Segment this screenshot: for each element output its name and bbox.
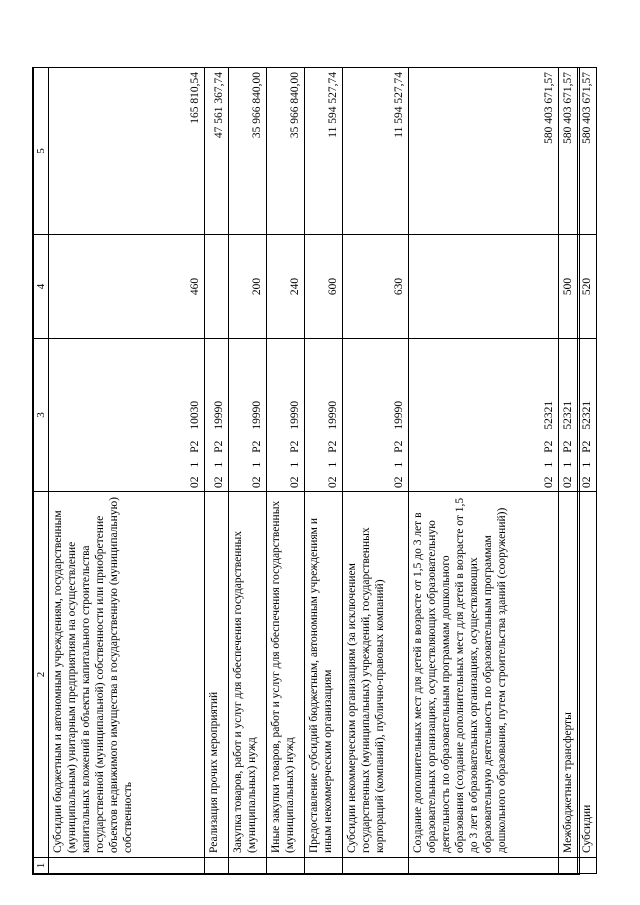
- code-part: 02: [250, 476, 263, 488]
- header-col-5: 5: [34, 68, 49, 235]
- budget-table: [33, 67, 597, 874]
- row-name-cell: Закупка товаров, работ и услуг для обеспечения государственных (муниципальных) нужд: [229, 492, 267, 858]
- row-name-cell: Межбюджетные трансферты: [559, 492, 578, 858]
- table-row: [267, 68, 305, 874]
- code-part: 52321: [562, 400, 574, 430]
- code-part: P2: [542, 440, 555, 453]
- row-name-cell: Предоставление субсидий бюджетным, автономным учреждениям и иным некоммерческим организациям: [305, 492, 343, 858]
- row-code-cell: [305, 339, 343, 492]
- table-row: [205, 68, 229, 874]
- row-code-cell: [578, 339, 597, 492]
- code-part: 02: [542, 476, 555, 488]
- header-row: [34, 68, 49, 874]
- row-name-cell: Иные закупки товаров, работ и услуг для обеспечения государственных (муниципальных) нужд: [267, 492, 305, 858]
- table-row: [229, 68, 267, 874]
- code-part: 19990: [250, 400, 263, 430]
- table-row: [343, 68, 409, 874]
- table-row: [559, 68, 578, 874]
- row-expense-type-cell: 240: [267, 235, 305, 339]
- row-number-cell: [49, 858, 205, 874]
- row-code-cell: [49, 339, 205, 492]
- row-amount-cell: 580 403 671,57: [578, 68, 597, 235]
- code-part: 02: [188, 476, 201, 488]
- table-row: [578, 68, 597, 874]
- code-part: 1: [581, 461, 594, 468]
- code-part: 19990: [392, 400, 405, 430]
- code-part: P2: [250, 440, 263, 453]
- row-number-cell: [267, 858, 305, 874]
- code-part: 1: [542, 461, 555, 468]
- row-expense-type-cell: [205, 235, 229, 339]
- table-row: [409, 68, 559, 874]
- row-code-cell: [409, 339, 559, 492]
- row-code-cell: [205, 339, 229, 492]
- row-number-cell: [229, 858, 267, 874]
- row-expense-type-cell: 600: [305, 235, 343, 339]
- code-part: 19990: [326, 400, 339, 430]
- code-part: 52321: [581, 400, 594, 430]
- row-amount-cell: 580 403 671,57: [409, 68, 559, 235]
- row-expense-type-cell: 630: [343, 235, 409, 339]
- row-amount-cell: 11 594 527,74: [305, 68, 343, 235]
- code-part: 1: [326, 461, 339, 468]
- code-part: 02: [581, 476, 594, 488]
- code-part: P2: [392, 440, 405, 453]
- code-part: 19990: [288, 400, 301, 430]
- row-number-cell: [205, 858, 229, 874]
- row-amount-cell: 47 561 367,74: [205, 68, 229, 235]
- row-expense-type-cell: 460: [49, 235, 205, 339]
- code-part: P2: [288, 440, 301, 453]
- row-amount-cell: 165 810,54: [49, 68, 205, 235]
- code-part: P2: [188, 440, 201, 453]
- code-part: P2: [326, 440, 339, 453]
- row-number-cell: [559, 858, 578, 874]
- row-name-cell: Субсидии: [578, 492, 597, 858]
- table-row: [305, 68, 343, 874]
- code-part: 02: [212, 476, 225, 488]
- code-part: 02: [392, 476, 405, 488]
- row-amount-cell: 11 594 527,74: [343, 68, 409, 235]
- rotated-table-container: [33, 68, 594, 874]
- code-part: 1: [250, 461, 263, 468]
- code-part: 10030: [188, 400, 201, 430]
- row-code-cell: [229, 339, 267, 492]
- row-expense-type-cell: 500: [559, 235, 578, 339]
- row-amount-cell: 35 966 840,00: [267, 68, 305, 235]
- header-col-4: 4: [34, 235, 49, 339]
- row-expense-type-cell: 520: [578, 235, 597, 339]
- code-part: 52321: [542, 400, 555, 430]
- code-part: 1: [392, 461, 405, 468]
- header-col-3: 3: [34, 339, 49, 492]
- row-code-cell: [267, 339, 305, 492]
- row-code-cell: [559, 339, 578, 492]
- budget-table-frame: [32, 67, 594, 875]
- code-part: 1: [188, 461, 201, 468]
- row-number-cell: [409, 858, 559, 874]
- row-code-cell: [343, 339, 409, 492]
- code-part: P2: [562, 440, 574, 453]
- row-amount-cell: 580 403 671,57: [559, 68, 578, 235]
- code-part: P2: [212, 440, 225, 453]
- code-part: 1: [562, 461, 574, 468]
- row-expense-type-cell: [409, 235, 559, 339]
- row-name-cell: Создание дополнительных мест для детей в возрасте от 1,5 до 3 лет в образовательных организациях, осуществляющих образовательную деятельность по образовательным программам дошкольного образования (создание дополнительных мест для детей в возрасте от 1,5 до 3 лет в образовательных организациях, осуществляющих образовательную деятельность по образовательным программам дошкольного образования, путем строительства зданий (сооружений)): [409, 492, 559, 858]
- code-part: P2: [581, 440, 594, 453]
- row-name-cell: Субсидии некоммерческим организациям (за исключением государственных (муниципальных) учреждений, государственных корпораций (компаний), публично-правовых компаний): [343, 492, 409, 858]
- row-expense-type-cell: 200: [229, 235, 267, 339]
- row-name-cell: Субсидии бюджетным и автономным учреждениям, государственным (муниципальным) унитарным предприятиям на осуществление капитальных вложений в объекты капитального строительства государственной (муниципальной) собственности или приобретение объектов недвижимого имущества в государственную (муниципальную) собственность: [49, 492, 205, 858]
- row-number-cell: [578, 858, 597, 874]
- row-number-cell: [343, 858, 409, 874]
- code-part: 1: [212, 461, 225, 468]
- header-col-1: 1: [34, 858, 49, 874]
- code-part: 02: [562, 476, 574, 488]
- table-row: [49, 68, 205, 874]
- code-part: 02: [288, 476, 301, 488]
- code-part: 19990: [212, 400, 225, 430]
- header-col-2: 2: [34, 492, 49, 858]
- row-name-cell: Реализация прочих мероприятий: [205, 492, 229, 858]
- row-amount-cell: 35 966 840,00: [229, 68, 267, 235]
- row-number-cell: [305, 858, 343, 874]
- code-part: 02: [326, 476, 339, 488]
- code-part: 1: [288, 461, 301, 468]
